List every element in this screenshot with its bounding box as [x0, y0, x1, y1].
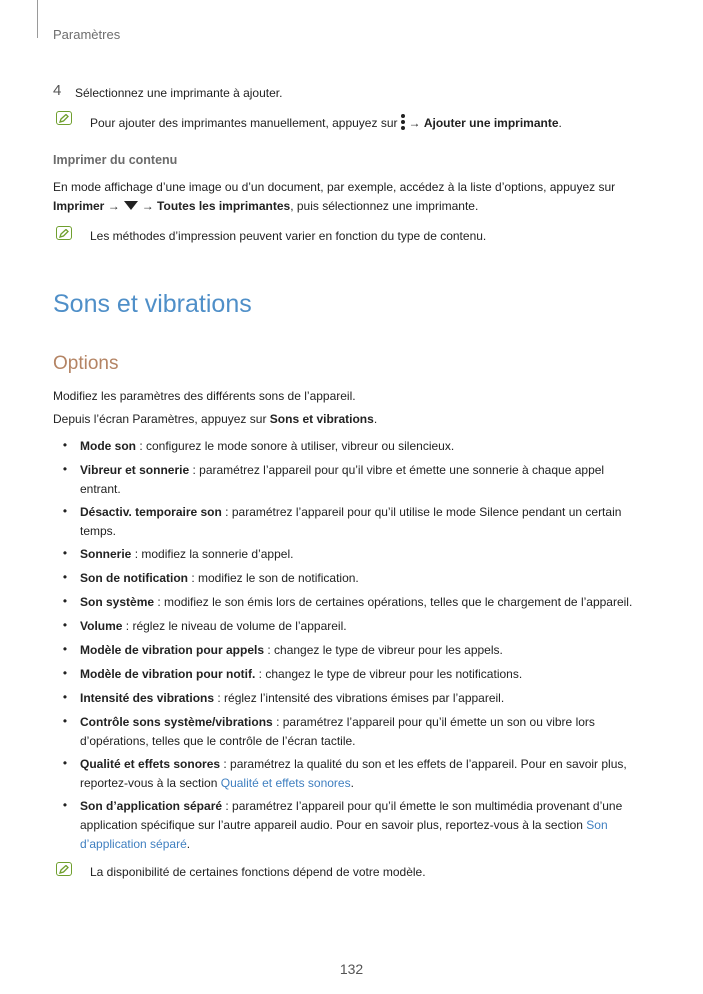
option-name: Son système: [80, 595, 155, 609]
option-description: : réglez l’intensité des vibrations émises par l’appareil.: [214, 691, 505, 705]
option-name: Modèle de vibration pour appels: [80, 643, 265, 657]
bullet-dot: •: [62, 714, 68, 728]
bullet-dot: •: [62, 642, 68, 656]
option-description: : paramétrez l’appareil pour qu’il émette un son ou vibre lors: [272, 715, 595, 729]
running-header: Paramètres: [53, 27, 121, 42]
section-link[interactable]: Son: [586, 818, 608, 832]
option-name: Modèle de vibration pour notif.: [80, 667, 256, 681]
option-description: temps.: [80, 524, 117, 538]
list-item: [80, 642, 503, 658]
list-item: [80, 798, 622, 814]
option-name: Désactiv. temporaire son: [80, 505, 222, 519]
bullet-dot: •: [62, 462, 68, 476]
list-item-continuation: [80, 836, 190, 852]
list-item: [80, 570, 359, 586]
print-line2-tail: , puis sélectionnez une imprimante.: [290, 199, 479, 213]
section-link[interactable]: Qualité et effets sonores: [220, 776, 351, 790]
option-description: : paramétrez l’appareil pour qu’il vibre et émette une sonnerie à chaque appel: [189, 463, 605, 477]
option-description: entrant.: [80, 482, 121, 496]
option-description: : paramétrez la qualité du son et les effets de l’appareil. Pour en savoir plus,: [220, 757, 627, 771]
section-link[interactable]: d’application séparé: [80, 837, 187, 851]
list-item-continuation: [80, 775, 354, 791]
list-item: [80, 666, 522, 682]
bullet-dot: •: [62, 798, 68, 812]
print-paragraph-line2: [53, 198, 478, 214]
option-name: Vibreur et sonnerie: [80, 463, 190, 477]
option-name: Mode son: [80, 439, 136, 453]
list-item-continuation: [80, 481, 121, 497]
list-item: [80, 618, 347, 634]
option-name: Son d’application séparé: [80, 799, 223, 813]
note-print-methods: Les méthodes d’impression peuvent varier en fonction du type de contenu.: [90, 229, 487, 243]
print-label: Imprimer: [53, 199, 105, 213]
path-text: Depuis l’écran Paramètres, appuyez sur: [53, 412, 270, 426]
step-number: 4: [53, 82, 62, 99]
list-item: [80, 594, 632, 610]
list-item: [80, 504, 621, 520]
section-heading-options: Options: [53, 353, 119, 374]
print-paragraph-line1: En mode affichage d’une image ou d’un document, par exemple, accédez à la liste d’options, appuyez sur: [53, 180, 616, 194]
option-name: Contrôle sons système/vibrations: [80, 715, 273, 729]
option-description: d’opérations, telles que le contrôle de l’écran tactile.: [80, 734, 356, 748]
punctuation: .: [186, 837, 191, 851]
menu-path-label: Ajouter une imprimante: [423, 116, 559, 130]
options-path: [53, 411, 377, 427]
option-name: Volume: [80, 619, 123, 633]
option-name: Sonnerie: [80, 547, 132, 561]
bullet-dot: •: [62, 690, 68, 704]
bullet-dot: •: [62, 756, 68, 770]
note-availability: La disponibilité de certaines fonctions dépend de votre modèle.: [90, 865, 426, 879]
path-label: Sons et vibrations: [269, 412, 374, 426]
list-item: [80, 546, 293, 562]
option-name: Son de notification: [80, 571, 188, 585]
option-description: : paramétrez l’appareil pour qu’il utilise le mode Silence pendant un certain: [221, 505, 622, 519]
list-item: [80, 462, 604, 478]
list-item-continuation: [80, 733, 356, 749]
punctuation: .: [558, 116, 562, 130]
note-icon: [56, 226, 72, 240]
list-item: [80, 756, 627, 772]
option-description: reportez-vous à la section: [80, 776, 221, 790]
bullet-dot: •: [62, 546, 68, 560]
option-description: : changez le type de vibreur pour les notifications.: [255, 667, 523, 681]
page-number: 132: [339, 961, 364, 977]
bullet-dot: •: [62, 504, 68, 518]
arrow: →: [141, 199, 154, 213]
header-rule: [37, 0, 38, 38]
option-description: application spécifique sur l’autre appareil audio. Pour en savoir plus, reportez-vous à la section: [80, 818, 587, 832]
option-description: : modifiez le son de notification.: [188, 571, 359, 585]
option-description: : configurez le mode sonore à utiliser, vibreur ou silencieux.: [136, 439, 455, 453]
bullet-dot: •: [62, 438, 68, 452]
all-printers-label: Toutes les imprimantes: [157, 199, 291, 213]
list-item-continuation: [80, 523, 116, 539]
note-add-printer: [90, 114, 562, 131]
bullet-dot: •: [62, 570, 68, 584]
step-text: Sélectionnez une imprimante à ajouter.: [75, 86, 283, 100]
bullet-dot: •: [62, 594, 68, 608]
more-options-icon: [400, 114, 406, 130]
section-heading-print: Imprimer du contenu: [53, 153, 178, 167]
punctuation: .: [373, 412, 378, 426]
option-description: : réglez le niveau de volume de l’appareil.: [122, 619, 347, 633]
dropdown-arrow-icon: [124, 201, 138, 210]
option-name: Intensité des vibrations: [80, 691, 215, 705]
list-item: [80, 690, 504, 706]
note-icon: [56, 862, 72, 876]
options-intro: Modifiez les paramètres des différents sons de l’appareil.: [53, 389, 356, 403]
note-icon: [56, 111, 72, 125]
bullet-dot: •: [62, 618, 68, 632]
bullet-dot: •: [62, 666, 68, 680]
option-description: : changez le type de vibreur pour les appels.: [264, 643, 503, 657]
option-description: : modifiez le son émis lors de certaines opérations, telles que le chargement de l’appareil.: [154, 595, 633, 609]
arrow: →: [408, 116, 421, 130]
page-title: Sons et vibrations: [53, 290, 252, 318]
arrow: →: [107, 199, 120, 213]
note-text: Pour ajouter des imprimantes manuellement, appuyez sur: [90, 116, 398, 130]
option-description: : paramétrez l’appareil pour qu’il émette le son multimédia provenant d’une: [222, 799, 623, 813]
list-item: [80, 438, 454, 454]
option-description: : modifiez la sonnerie d’appel.: [131, 547, 294, 561]
option-name: Qualité et effets sonores: [80, 757, 221, 771]
list-item: [80, 714, 595, 730]
punctuation: .: [350, 776, 354, 790]
list-item-continuation: [80, 817, 608, 833]
